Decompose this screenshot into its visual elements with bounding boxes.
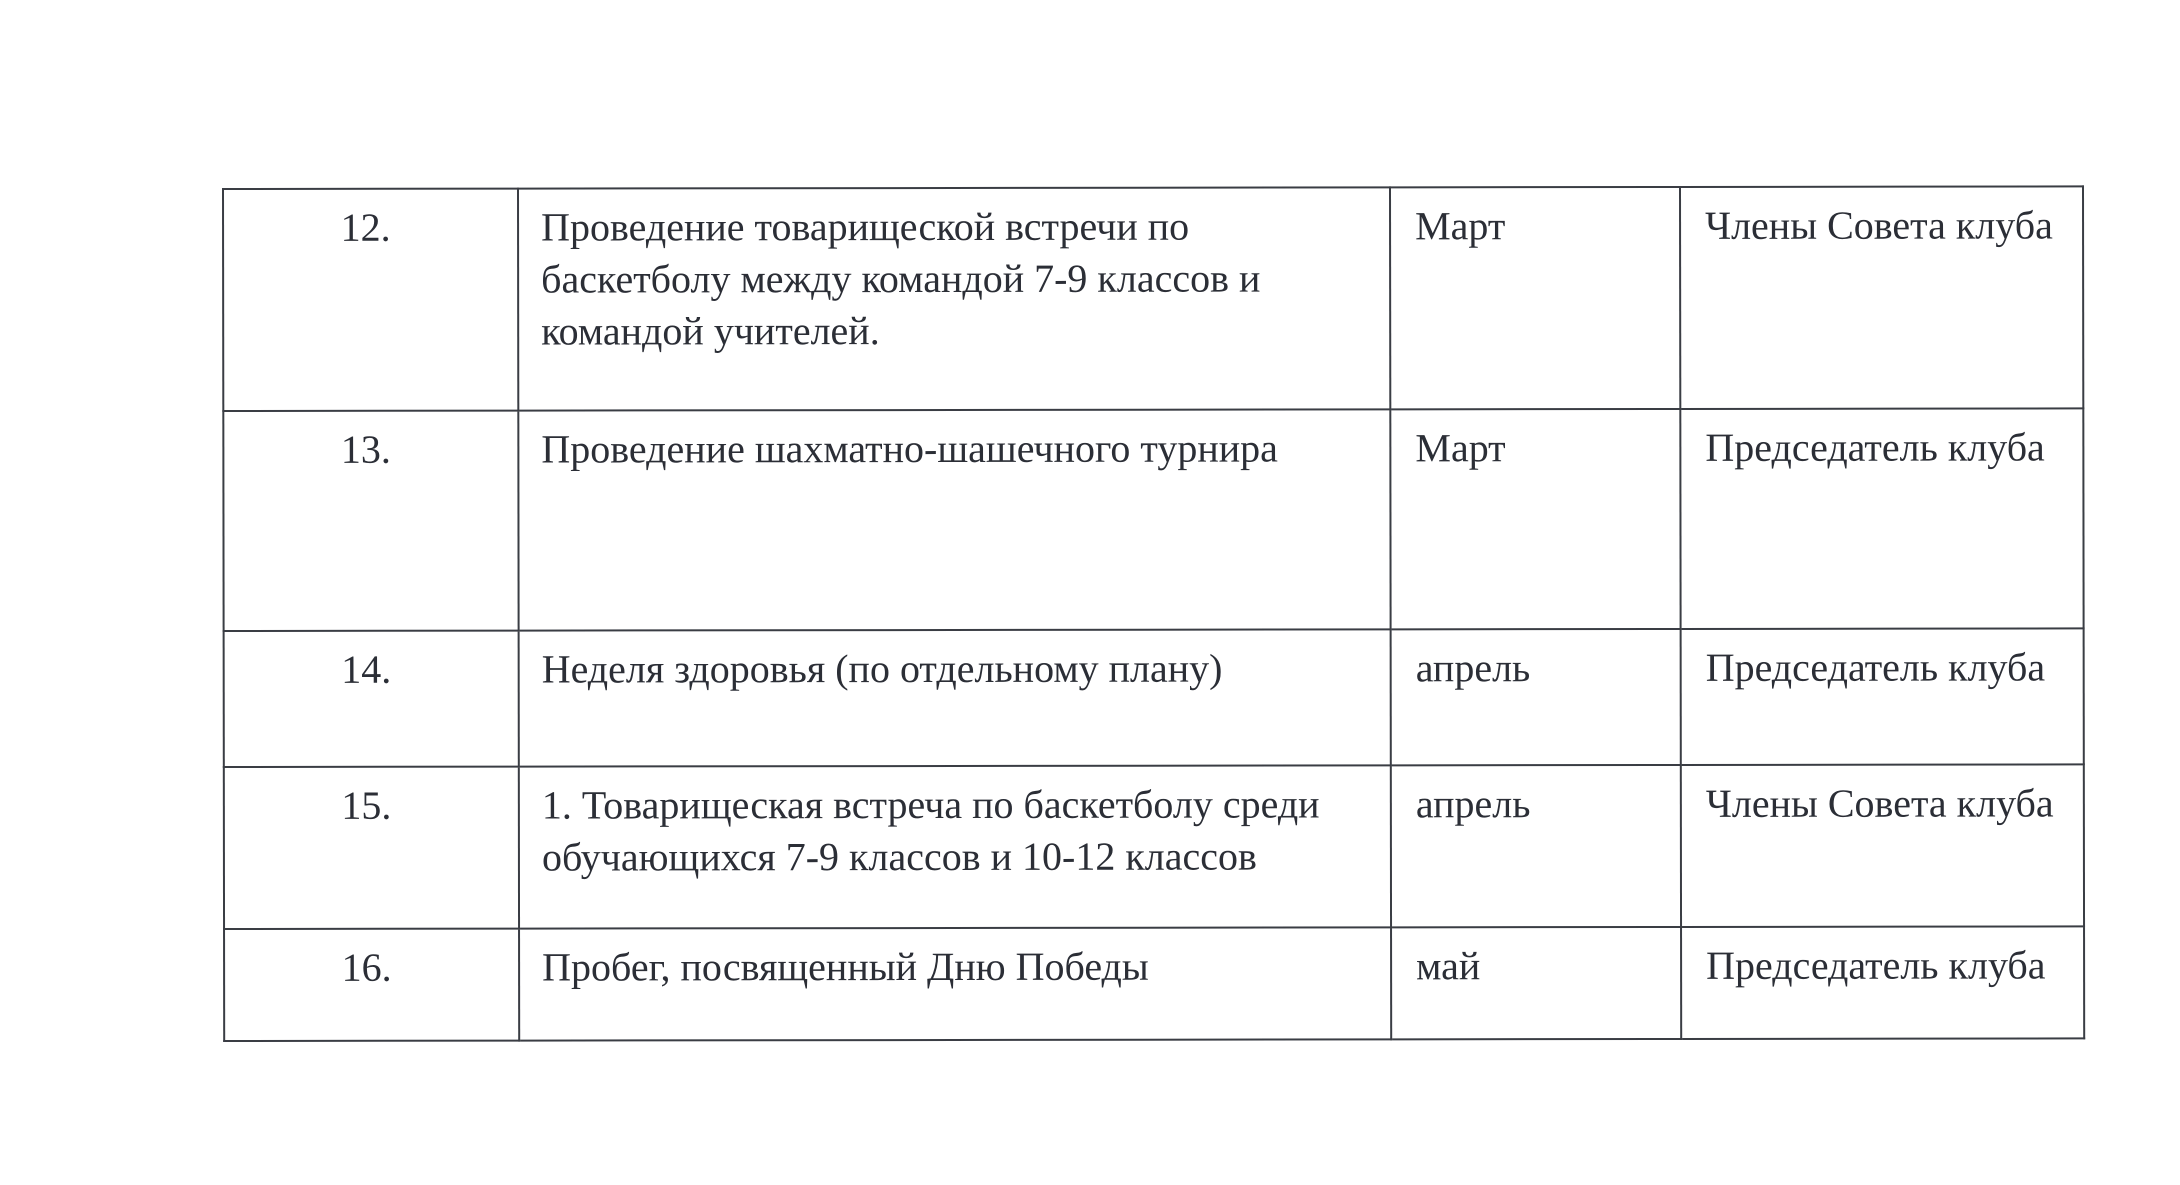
row-number: 15. [341,782,392,828]
row-number: 14. [341,646,392,692]
table-row [224,628,2084,767]
event-cell: Пробег, посвященный Дню Победы [519,927,1391,1040]
month-cell: Март [1390,409,1680,629]
row-number: 12. [340,204,391,250]
responsible-cell: Председатель клуба [1680,408,2083,629]
responsible-cell: Члены Совета клуба [1680,186,2083,409]
row-number-cell [223,189,518,411]
table-row [224,926,2084,1041]
month-cell: апрель [1391,629,1681,765]
row-number-cell [224,929,519,1041]
row-number-cell [223,411,518,631]
month-cell: Март [1390,187,1680,409]
month-cell: апрель [1391,765,1681,927]
events-plan-table [222,185,2085,1042]
event-cell: 1. Товарищеская встреча по баскетболу среди обучающихся 7-9 классов и 10-12 классов [519,765,1391,928]
responsible-cell: Члены Совета клуба [1681,764,2084,927]
event-cell: Проведение товарищеской встречи по баскетболу между командой 7-9 классов и командой учителей. [518,187,1390,410]
event-cell: Проведение шахматно-шашечного турнира [518,409,1390,630]
event-cell: Неделя здоровья (по отдельному плану) [519,629,1391,766]
table-row [223,408,2083,631]
table-row [223,186,2083,411]
responsible-cell: Председатель клуба [1681,926,2084,1039]
row-number: 16. [341,944,392,990]
row-number: 13. [340,426,391,472]
month-cell: май [1391,927,1681,1039]
table-row [224,764,2084,929]
responsible-cell: Председатель клуба [1681,628,2084,765]
row-number-cell [224,767,519,929]
row-number-cell [224,631,519,767]
